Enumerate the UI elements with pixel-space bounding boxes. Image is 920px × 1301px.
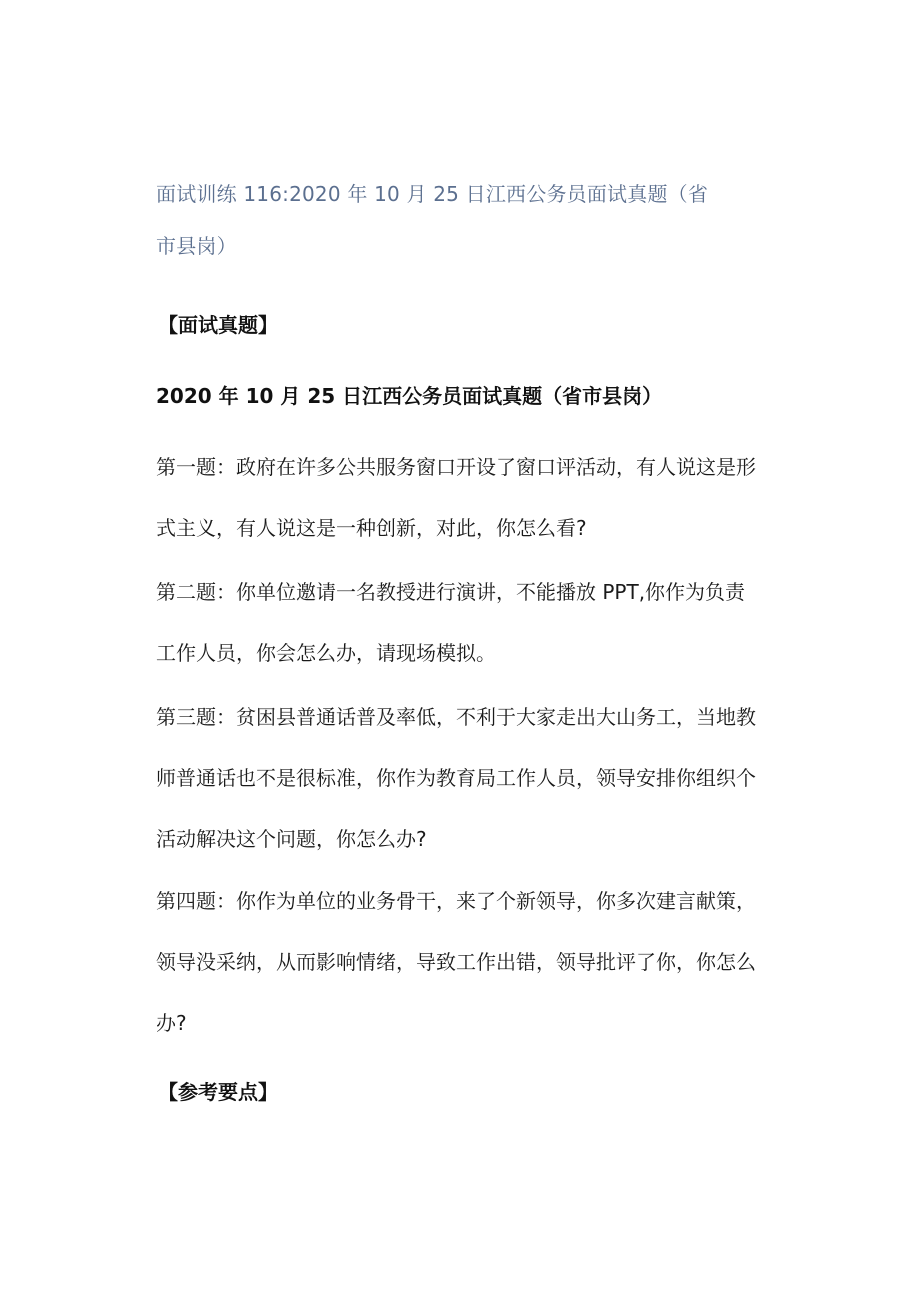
questions-section-heading: 【面试真题】 — [158, 313, 278, 337]
document-title: 面试训练 116:2020 年 10 月 25 日江西公务员面试真题（省市县岗） — [156, 182, 709, 258]
question-2: 第二题：你单位邀请一名教授进行演讲，不能播放 PPT,你作为负责工作人员，你会怎么办，请现场模拟。 — [156, 580, 746, 665]
question-4: 第四题：你作为单位的业务骨干，来了个新领导，你多次建言献策，领导没采纳，从而影响情绪，导致工作出错，领导批评了你，你怎么办? — [156, 889, 756, 1035]
question-1: 第一题：政府在许多公共服务窗口开设了窗口评活动，有人说这是形式主义，有人说这是一种创新，对此，你怎么看? — [156, 455, 756, 540]
exam-subtitle: 2020 年 10 月 25 日江西公务员面试真题（省市县岗） — [156, 384, 663, 408]
question-3: 第三题：贫困县普通话普及率低，不利于大家走出大山务工，当地教师普通话也不是很标准，你作为教育局工作人员，领导安排你组织个活动解决这个问题，你怎么办? — [156, 705, 756, 851]
reference-points-heading: 【参考要点】 — [158, 1080, 278, 1104]
